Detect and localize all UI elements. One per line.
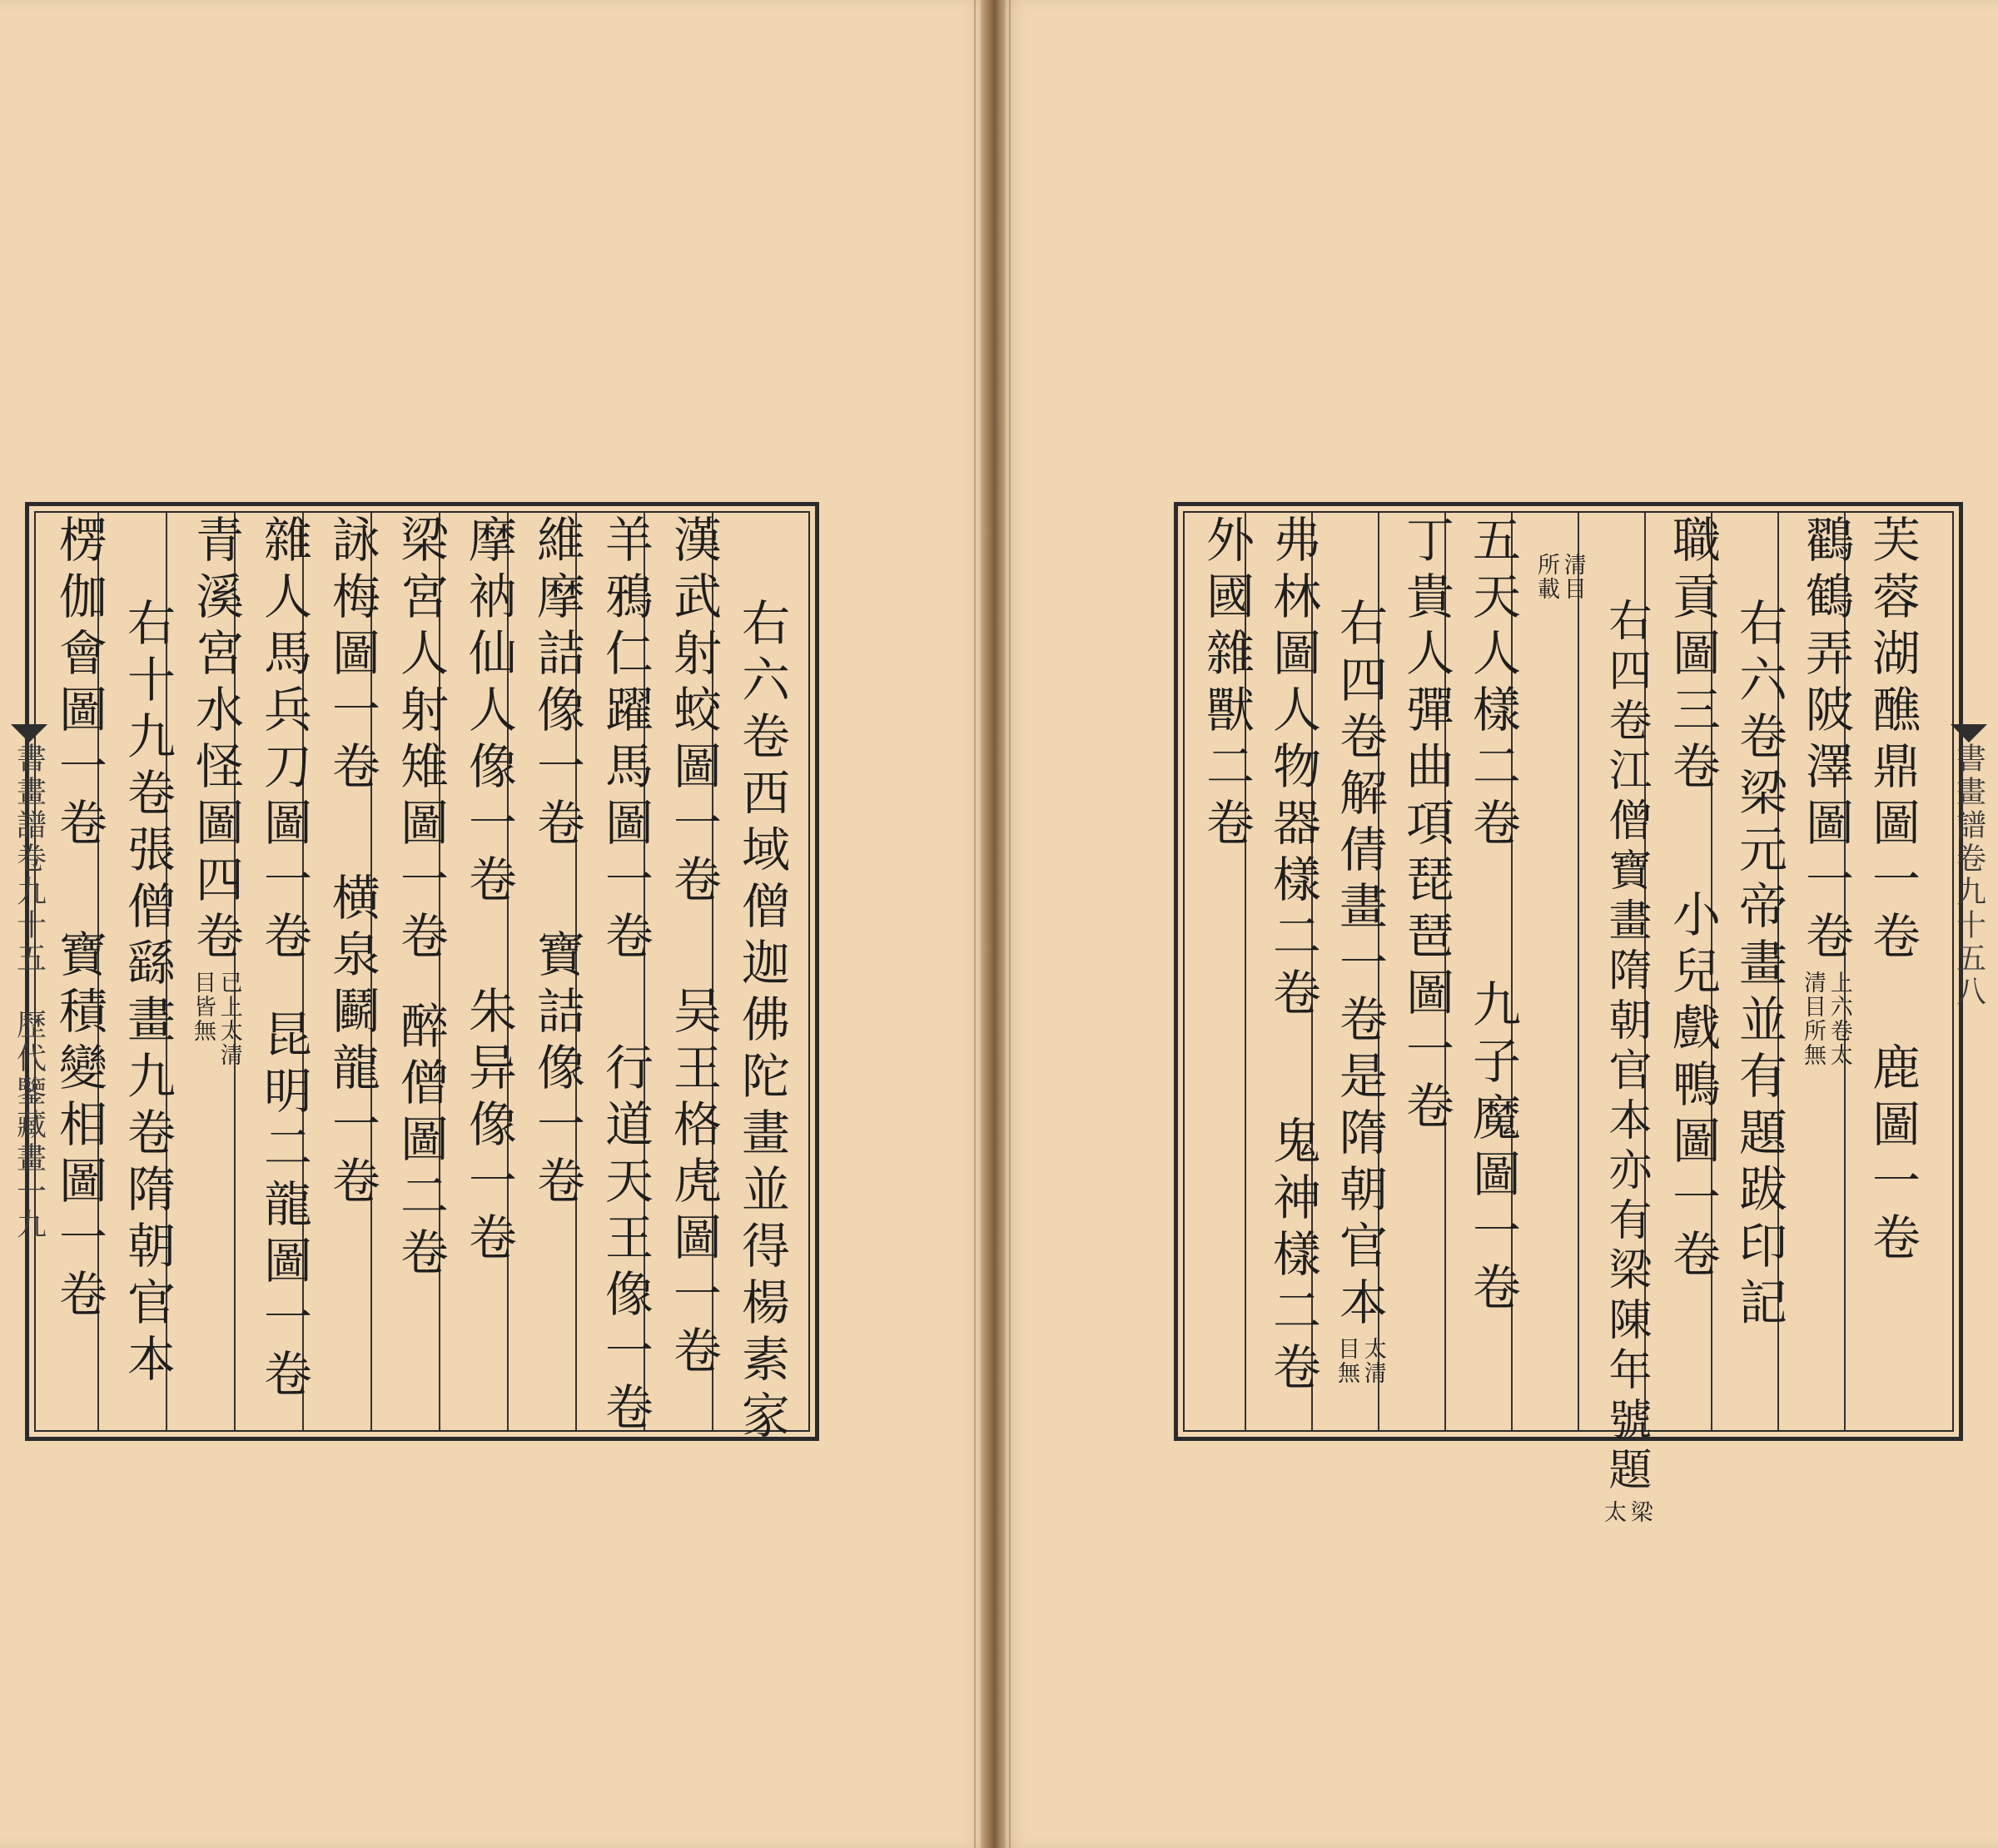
column-text: 右十九卷張僧繇畫九卷隋朝官本 [119,598,176,1390]
column-text: 弗林圖人物器樣二卷 [1265,514,1321,1024]
column-text: 五天人樣二卷 [1464,514,1521,854]
column-text: 羊鴉仁躍馬圖一卷 [597,514,654,967]
text-column [1795,514,1856,1067]
text-column [663,514,724,1382]
text-column [185,514,246,1067]
column-text: 右六卷西域僧迦佛陀畫並得楊素家 [733,598,790,1447]
column-text-second: 寶詰像一卷 [529,929,585,1212]
banner-title: 書畫譜卷九十五 歷代鑒藏畫一 [12,743,47,1209]
column-text: 漢武射蛟圖一卷 [665,514,722,911]
text-column [1195,514,1257,854]
page-number: 八 [1951,976,1986,1006]
fishtail-mark [11,724,47,743]
text-column [1595,598,1657,1524]
column-text-second: 朱异像一卷 [460,986,517,1269]
column-rule [1578,513,1579,1430]
column-text-second: 昆明二龍圖一卷 [256,1009,312,1405]
column-text: 鸐鶴弄陂澤圖一卷 [1797,514,1854,967]
column-text: 楞伽會圖一卷 [51,514,107,854]
banner-title: 書畫譜卷九十五 [1951,743,1986,976]
text-column [1861,514,1923,1269]
annotation: 太清 目無 [1334,1337,1386,1385]
text-column [458,514,519,1269]
fishtail-mark [1951,724,1987,743]
page-banner [1940,724,1998,1006]
text-column [1395,514,1457,1137]
text-column [731,598,793,1447]
column-text-second: 横泉鬬龍一卷 [324,872,380,1212]
column-text: 摩衲仙人像一卷 [460,514,517,911]
page-number: 九 [12,1209,47,1239]
column-text: 詠梅圖一卷 [324,514,380,797]
text-column [1462,514,1523,1319]
text-column [1728,598,1790,1334]
column-text-second: 鬼神樣二卷 [1265,1115,1321,1398]
page-edge [1009,0,1011,1848]
column-text: 右六卷梁元帝畫並有題跋印記 [1731,598,1787,1334]
column-text: 青溪宮水怪圖四卷 [187,514,244,967]
column-text-second: 九子魔圖一卷 [1464,979,1521,1319]
column-text: 右四卷解倩畫一卷是隋朝官本 [1331,598,1388,1334]
column-text: 丁貴人彈曲項琵琶圖一卷 [1398,514,1454,1137]
text-column [594,514,656,1438]
annotation: 清目 所載 [1533,553,1586,601]
text-column [321,514,383,1212]
column-text-second: 行道天王像一卷 [597,1042,654,1438]
page-edge [974,0,976,1848]
column-text-second: 醉僧圖二卷 [392,1001,449,1284]
column-text: 雜人馬兵刀圖一卷 [256,514,312,967]
column-text: 梁宮人射雉圖一卷 [392,514,449,967]
text-column [1262,514,1324,1398]
annotation: 已上太清 目皆無 [190,971,242,1067]
column-text: 外國雜獸二卷 [1198,514,1255,854]
column-text: 職貢圖三卷 [1664,514,1721,797]
column-text: 芙蓉湖醮鼎圖一卷 [1864,514,1921,967]
text-column [253,514,315,1405]
text-column [117,598,178,1390]
column-text: 維摩詰像一卷 [529,514,585,854]
column-text: 右四卷江僧寶畫隋朝官本亦有梁陳年號題 [1601,598,1651,1497]
text-column [526,514,588,1212]
text-column [390,514,451,1284]
annotation: 梁 太 [1600,1500,1653,1524]
annotation: 上六卷太 清目所無 [1800,971,1852,1067]
column-text-second: 寶積變相圖一卷 [51,929,107,1325]
column-text-second: 小兒戲鴨圖一卷 [1664,889,1721,1285]
column-text-second: 鹿圖一卷 [1864,1042,1921,1269]
page-banner [0,724,58,1239]
column-text-second: 吴王格虎圖一卷 [665,986,722,1382]
book-gutter [981,0,1006,1848]
text-column [1662,514,1723,1285]
text-column [1528,549,1590,601]
text-column [1329,598,1390,1385]
